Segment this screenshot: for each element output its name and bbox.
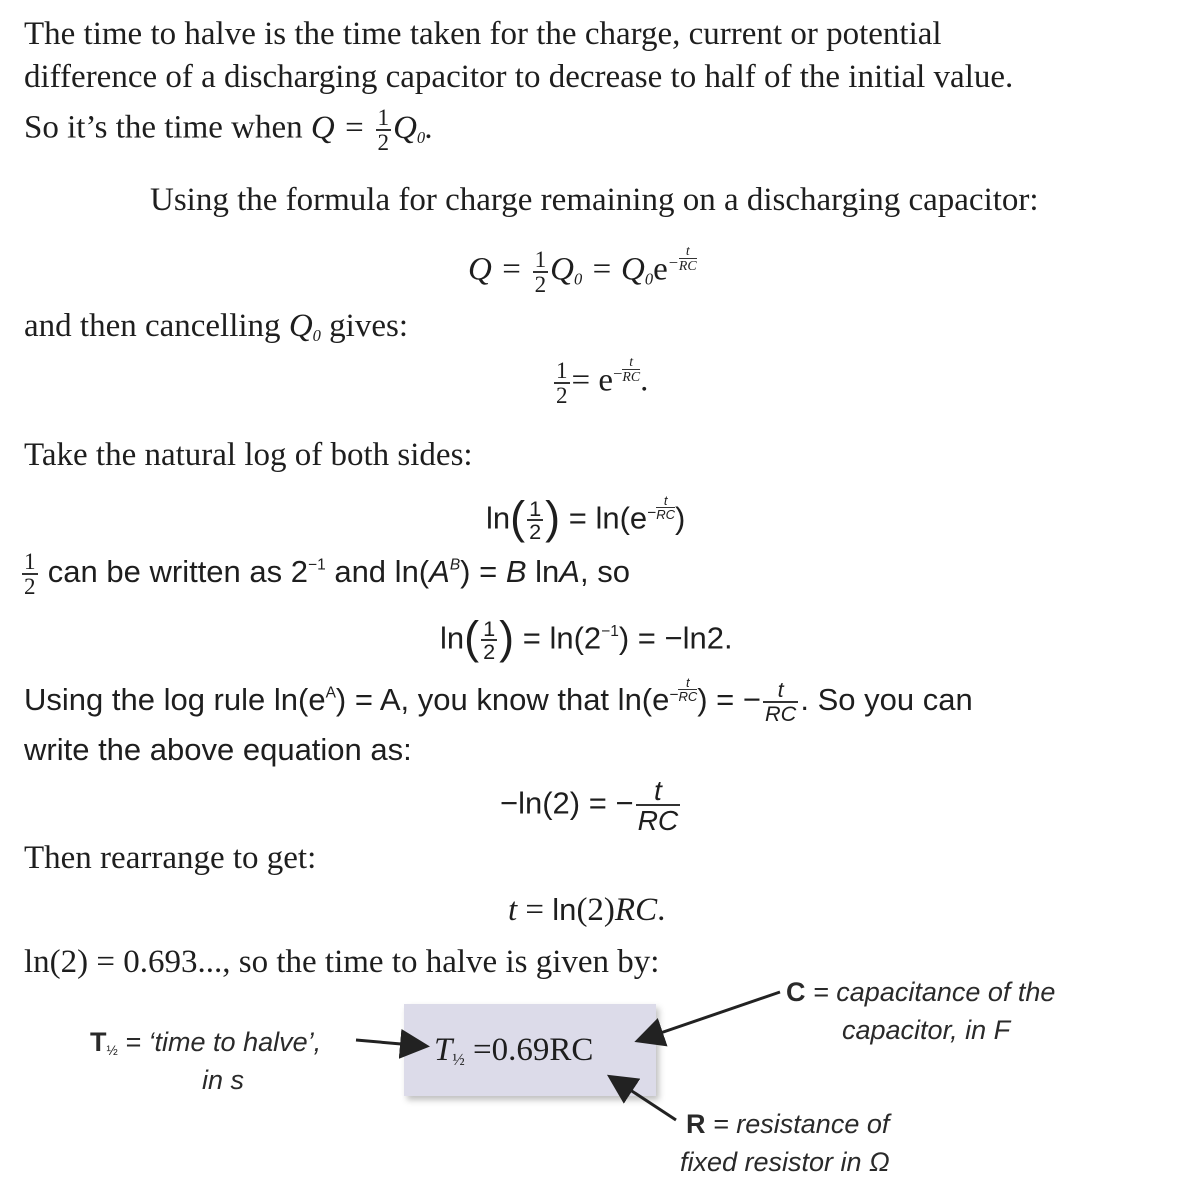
boxed-formula: $T_{\frac{1}{2}} =0.69RC$: [434, 1032, 594, 1069]
rearrange-text: Then rearrange to get:: [24, 840, 317, 876]
cancelling-line: and then cancelling $Q_0$ gives:: [24, 308, 408, 345]
equation-ln-both-sides: ln( $\frac{1}{2}$ ) = ln(e− $\frac{t}{RC}$ ): [486, 492, 686, 545]
half-written-line: $\frac{1}{2}$ can be written as $2^{-1}$ and $\ln(A^B) = B$ lnA, so: [24, 548, 630, 600]
equation-half-exp: $\frac{1}{2}$ = e− $\frac{t}{RC}$ .: [556, 354, 649, 408]
arrow-r-label: [612, 1078, 676, 1120]
ln2-value: ln(2) = 0.693...,: [24, 944, 231, 980]
annotation-t-unit: in s: [202, 1065, 245, 1095]
annotation-r-desc1: = resistance of: [713, 1109, 890, 1139]
annotation-c-desc1: = capacitance of the: [813, 977, 1056, 1007]
annotation-r-label: R: [686, 1109, 706, 1139]
arrow-c-label: [640, 992, 780, 1040]
annotation-c-desc2: capacitor, in F: [842, 1015, 1011, 1045]
log-rule-suffix: So you can: [817, 682, 973, 718]
take-log-text: Take the natural log of both sides:: [24, 437, 473, 473]
annotation-t-desc: = ‘time to halve’,: [125, 1027, 322, 1057]
cancelling-suffix: gives:: [329, 308, 408, 344]
intro-line-2: difference of a discharging capacitor to decrease to half of the initial value.: [24, 59, 1014, 95]
boxed-formula-value: =0.69RC: [472, 1032, 594, 1068]
log-rule-middle: you know that: [417, 682, 610, 718]
annotation-r-desc2: fixed resistor in Ω: [680, 1147, 890, 1177]
log-rule-line: Using the log rule $\ln(e^A) = A$, you know that ln(e− $\frac{t}{RC}$ ) = − $\frac{t}{RC}$ . So you can: [24, 675, 973, 726]
half-written-mid: can be written as: [47, 553, 283, 589]
equation-t: t = ln(2)RC.: [508, 892, 666, 928]
equation-ln-half: ln( $\frac{1}{2}$ ) = $\ln(2^{-1}) = -\ln 2$.: [440, 612, 733, 665]
ln2-text: so the time to halve is given by:: [238, 944, 660, 980]
equation-discharge: Q = $\frac{1}{2}$ $Q_0 = Q_0e^-$ $\frac{t}{RC}$: [468, 243, 697, 297]
cancelling-prefix: and then cancelling: [24, 308, 281, 344]
intro-line-1: The time to halve is the time taken for the charge, current or potential: [24, 16, 942, 52]
equation-q-half-q0: Q = $\frac{1}{2}$ $Q_0$.: [310, 104, 434, 156]
equation-neg-ln2: −ln(2) = − $\frac{t}{RC}$: [500, 774, 679, 837]
using-formula-text: Using the formula for charge remaining on a discharging capacitor:: [150, 182, 1039, 218]
half-written-and: and: [334, 553, 387, 589]
annotation-c: [786, 976, 1055, 1010]
intro-line-3-prefix: So it’s the time when: [24, 109, 303, 146]
arrow-t-label: [356, 1040, 424, 1046]
log-rule-prefix: Using the log rule: [24, 682, 266, 718]
half-written-so: so: [597, 553, 630, 589]
annotation-c-label: C: [786, 977, 806, 1007]
annotation-t: $T_{\frac{1}{2}}$ = ‘time to halve’,: [90, 1027, 322, 1059]
annotation-r: [686, 1108, 889, 1142]
write-above-text: write the above equation as:: [24, 732, 412, 767]
